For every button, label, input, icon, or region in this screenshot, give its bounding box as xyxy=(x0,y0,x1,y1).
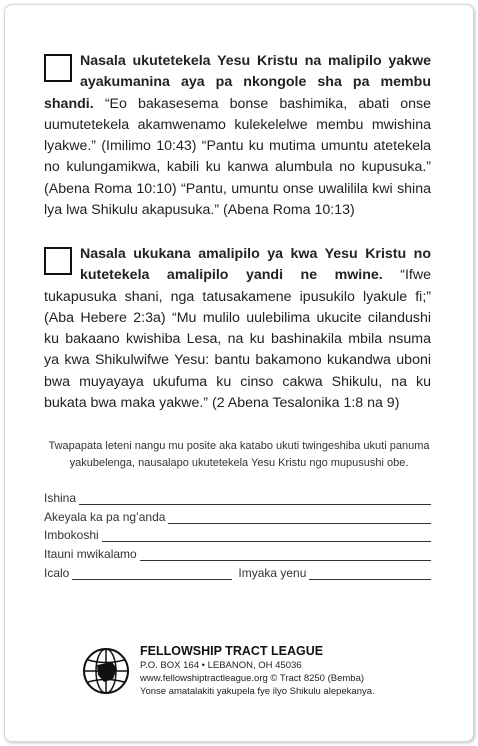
region-label: Icalo xyxy=(44,565,70,580)
age-label: Imyaka yenu xyxy=(238,565,307,580)
reject-scripture: “Ifwe tukapusuka shani, nga tatusakamene ipusukilo lyakule fi;” (Aba Hebere 2:3a) “Mu mulilo uulebilima ukucite cilandushi ku bakaano kwishiba Lesa, na ku bashinakila mbila nsuma ya kwa Shikulwifwe Yesu: bantu bakamono kukandwa uboni bwa muyayaya ukufuma ku cinso cakwa Shikulu, na ku bukata bwa maka yakwe.” (2 Abena Tesalonika 1:8 na 9) xyxy=(44,267,431,412)
form-row-town xyxy=(44,543,431,561)
region-field[interactable] xyxy=(72,567,232,580)
name-label: Ishina xyxy=(44,491,77,505)
form-row-region-age xyxy=(44,562,431,580)
age-field[interactable] xyxy=(309,567,431,580)
accept-checkbox[interactable] xyxy=(44,54,72,82)
reject-checkbox[interactable] xyxy=(44,247,72,275)
box-field[interactable] xyxy=(102,529,431,542)
globe-logo-icon xyxy=(82,647,130,695)
town-label: Itauni mwikalamo xyxy=(44,547,137,562)
address-field[interactable] xyxy=(168,511,431,524)
response-form xyxy=(44,487,431,580)
reject-statement: Nasala ukukana amalipilo ya kwa Yesu Kristu no kutetekela amalipilo yandi ne mwine. xyxy=(80,246,431,284)
accept-statement: Nasala ukutetekela Yesu Kristu na malipilo yakwe ayakumanina aya pa nkongole sha pa membu shandi. xyxy=(44,53,431,112)
footer-text xyxy=(140,643,375,698)
form-row-address xyxy=(44,506,431,524)
form-row-box xyxy=(44,524,431,542)
section-reject xyxy=(44,244,431,414)
town-field[interactable] xyxy=(140,548,431,561)
footer xyxy=(82,643,442,713)
org-web[interactable]: www.fellowshiptractleague.org © Tract 8250 (Bemba) xyxy=(140,673,365,684)
instructions-text: Twapapata leteni nangu mu posite aka katabo ukuti twingeshiba ukuti panuma yakubelenga, nausalapo ukutetekela Yesu Kristu ngo mupusushi obe. xyxy=(48,440,430,469)
footer-note: Yonse amatalakiti yakupela fye ilyo Shikulu alepekanya. xyxy=(140,686,375,697)
org-name: FELLOWSHIP TRACT LEAGUE xyxy=(140,644,324,658)
address-label: Akeyala ka pa ng’anda xyxy=(44,509,166,524)
form-row-name xyxy=(44,487,431,505)
name-field[interactable] xyxy=(79,492,431,505)
accept-scripture: “Eo bakasesema bonse bashimika, abati onse uumutetekela akamwenamo kulekelelwe membu mwishina lyakwe.” (Imilimo 10:43) “Pantu ku mutima umuntu atetekela no kulungamikwa, kabili ku kanwa alumbula no kupusuka.” (Abena Roma 10:10) “Pantu, umuntu onse uwalilila kwi shina lya lwa Shikulu akapusuka.” (Abena Roma 10:13) xyxy=(44,95,432,219)
section-accept xyxy=(44,51,431,221)
box-label: Imbokoshi xyxy=(44,528,99,543)
org-address: P.O. BOX 164 • LEBANON, OH 45036 xyxy=(140,660,302,671)
